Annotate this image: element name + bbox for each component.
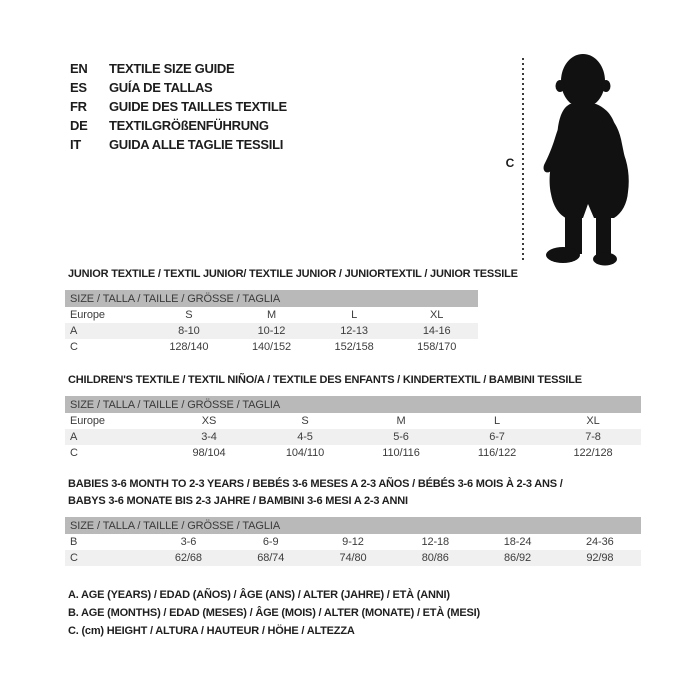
value-cell: 128/140 — [169, 341, 209, 353]
value-cell: 12-18 — [421, 536, 450, 548]
value-cell: 86/92 — [504, 552, 532, 564]
row-label-cell: Europe — [70, 415, 105, 427]
table-row — [65, 445, 641, 461]
language-code: ES — [70, 80, 87, 95]
language-code: DE — [70, 118, 88, 133]
section-junior-textile — [65, 266, 641, 355]
value-cell: 7-8 — [585, 431, 601, 443]
value-cell: 80/86 — [421, 552, 449, 564]
value-cell: M — [266, 309, 277, 321]
value-cell: 98/104 — [192, 447, 226, 459]
table-row — [65, 429, 641, 445]
value-cell: 6-7 — [489, 431, 505, 443]
language-code: IT — [70, 137, 81, 152]
language-row — [70, 116, 287, 135]
section-title — [68, 372, 641, 389]
size-table-body — [65, 307, 478, 355]
row-label-cell: C — [70, 552, 78, 564]
value-cell: 10-12 — [257, 325, 286, 337]
section-title — [68, 266, 641, 283]
value-cell: 92/98 — [586, 552, 614, 564]
value-cell: 140/152 — [251, 341, 292, 353]
value-cell: 116/122 — [477, 447, 517, 459]
language-row — [70, 97, 287, 116]
value-cell: L — [351, 309, 358, 321]
value-cell: 110/116 — [382, 447, 420, 459]
table-row — [65, 534, 641, 550]
table-row — [65, 550, 641, 566]
height-measure-dashed-line — [522, 58, 524, 263]
language-title: TEXTILE SIZE GUIDE — [109, 61, 235, 76]
row-label-cell: B — [70, 536, 78, 548]
size-table — [65, 396, 641, 461]
value-cell: XL — [586, 415, 600, 427]
language-row — [70, 59, 287, 78]
size-table-header-cell: SIZE / TALLA / TAILLE / GRÖSSE / TAGLIA — [65, 517, 641, 534]
language-title: TEXTILGRÖßENFÜHRUNG — [109, 118, 269, 133]
row-label-cell: A — [70, 431, 78, 443]
size-table-header-cell: SIZE / TALLA / TAILLE / GRÖSSE / TAGLIA — [65, 396, 641, 413]
section-childrens-textile — [65, 372, 641, 461]
language-code: EN — [70, 61, 88, 76]
section-title-line: CHILDREN'S TEXTILE / TEXTIL NIÑO/A / TEXTILE DES ENFANTS / KINDERTEXTIL / BAMBINI TESSILE — [68, 374, 582, 386]
section-title — [68, 476, 641, 510]
toddler-silhouette-icon — [536, 52, 640, 268]
value-cell: 104/110 — [285, 447, 325, 459]
size-table-head — [65, 396, 641, 413]
value-cell: 6-9 — [262, 536, 279, 548]
value-cell: 12-13 — [340, 325, 368, 337]
value-cell: 4-5 — [297, 431, 313, 443]
value-cell: 158/170 — [417, 341, 457, 353]
row-label-cell: Europe — [70, 309, 105, 321]
section-title-line: JUNIOR TEXTILE / TEXTIL JUNIOR/ TEXTILE JUNIOR / JUNIORTEXTIL / JUNIOR TESSILE — [68, 268, 518, 280]
table-row — [65, 413, 641, 429]
size-table-body — [65, 413, 641, 461]
value-cell: 9-12 — [342, 536, 364, 548]
value-cell: 5-6 — [393, 431, 409, 443]
size-table-body — [65, 534, 641, 566]
table-row — [65, 307, 478, 323]
language-row — [70, 135, 287, 154]
value-cell: 74/80 — [339, 552, 367, 564]
language-row — [70, 78, 287, 97]
value-cell: M — [396, 415, 406, 427]
section-title-line: BABIES 3-6 MONTH TO 2-3 YEARS / BEBÉS 3-6 MESES A 2-3 AÑOS / BÉBÉS 3-6 MOIS À 2-3 ANS / — [68, 478, 563, 490]
value-cell: 8-10 — [178, 325, 200, 337]
size-table — [65, 517, 641, 566]
section-title-line: BABYS 3-6 MONATE BIS 2-3 JAHRE / BAMBINI 3-6 MESI A 2-3 ANNI — [68, 495, 408, 507]
value-cell: 14-16 — [422, 325, 451, 337]
row-label-cell: A — [70, 325, 78, 337]
language-title: GUIDE DES TAILLES TEXTILE — [109, 99, 287, 114]
row-label-cell: C — [70, 447, 78, 459]
value-cell: S — [301, 415, 309, 427]
language-code: FR — [70, 99, 87, 114]
footnote-line: B. AGE (MONTHS) / EDAD (MESES) / ÂGE (MOIS) / ALTER (MONATE) / ETÀ (MESI) — [68, 607, 480, 619]
size-table — [65, 290, 478, 355]
value-cell: S — [185, 309, 193, 321]
size-table-header-row — [65, 396, 641, 413]
value-cell: XS — [201, 415, 217, 427]
footnotes — [68, 586, 480, 640]
language-list — [70, 59, 287, 154]
value-cell: 3-6 — [180, 536, 197, 548]
value-cell: 18-24 — [503, 536, 532, 548]
footnote-line: C. (cm) HEIGHT / ALTURA / HAUTEUR / HÖHE / ALTEZZA — [68, 625, 355, 637]
language-title: GUIDA ALLE TAGLIE TESSILI — [109, 137, 284, 152]
size-table-head — [65, 290, 478, 307]
size-table-header-row — [65, 517, 641, 534]
row-label-cell: C — [70, 341, 78, 353]
value-cell: L — [493, 415, 501, 427]
value-cell: 24-36 — [586, 536, 614, 548]
size-table-header-cell: SIZE / TALLA / TAILLE / GRÖSSE / TAGLIA — [65, 290, 478, 307]
section-babies-textile — [65, 476, 641, 566]
size-table-header-row — [65, 290, 478, 307]
value-cell: XL — [430, 309, 444, 321]
value-cell: 68/74 — [257, 552, 285, 564]
language-title: GUÍA DE TALLAS — [109, 80, 213, 95]
footnote-line: A. AGE (YEARS) / EDAD (AÑOS) / ÂGE (ANS) / ALTER (JAHRE) / ETÀ (ANNI) — [68, 589, 450, 601]
value-cell: 3-4 — [201, 431, 217, 443]
value-cell: 152/158 — [334, 341, 374, 353]
height-measure-label: C — [505, 156, 515, 170]
value-cell: 62/68 — [174, 552, 202, 564]
size-table-head — [65, 517, 641, 534]
table-row — [65, 339, 478, 355]
table-row — [65, 323, 478, 339]
value-cell: 122/128 — [573, 447, 613, 459]
